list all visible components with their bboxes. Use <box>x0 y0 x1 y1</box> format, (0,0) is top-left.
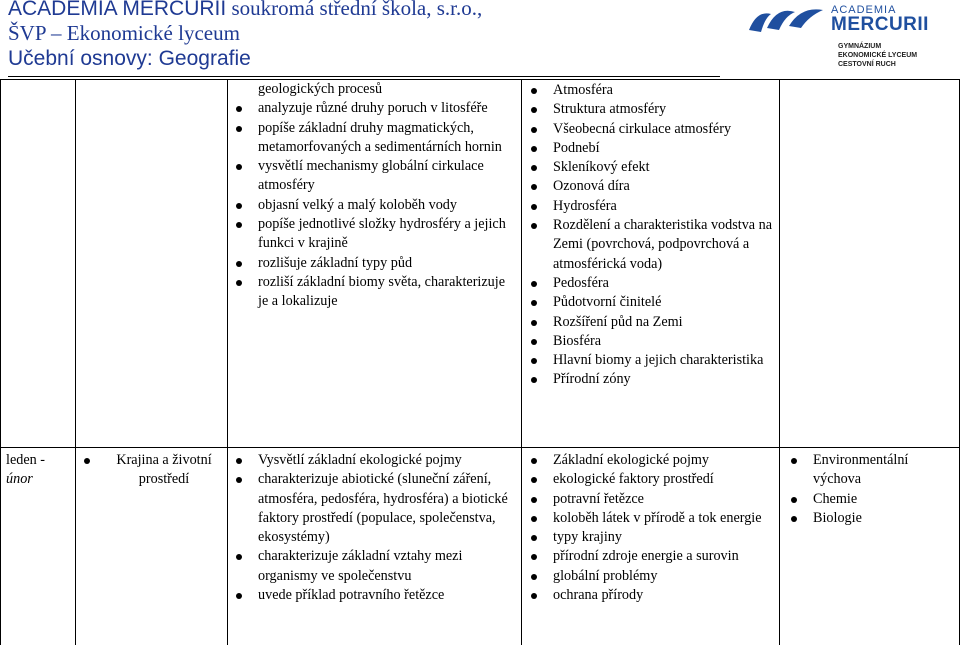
outcome-continuation: geologických procesů <box>258 81 383 97</box>
list-item: charakterizuje abiotické (sluneční záření, atmosféra, pedosféra, hydrosféra) a biotické faktory prostředí (populace, společenstva, ekosystémy) <box>234 470 518 547</box>
list-item: Environmentální výchova <box>789 451 955 490</box>
row1-curriculum-list <box>529 81 777 390</box>
list-item: charakterizuje základní vztahy mezi organismy ve společenstvu <box>234 547 518 586</box>
list-item: popíše základní druhy magmatických, metamorfovaných a sedimentárních hornin <box>234 119 518 158</box>
list-item: koloběh látek v přírodě a tok energie <box>529 509 777 528</box>
list-item: uvede příklad potravního řetězce <box>234 586 518 605</box>
list-item: Přírodní zóny <box>529 370 777 389</box>
list-item: Základní ekologické pojmy <box>529 451 777 470</box>
list-item: Ozonová díra <box>529 177 777 196</box>
row2-month-cell <box>6 451 72 489</box>
list-item: typy krajiny <box>529 528 777 547</box>
row2-curriculum-list <box>529 451 777 605</box>
row1-curriculum-cell <box>529 81 777 390</box>
list-item: Biosféra <box>529 332 777 351</box>
row2-theme-cell <box>82 451 222 490</box>
list-item: vysvětlí mechanismy globální cirkulace atmosféry <box>234 157 518 196</box>
col-border-3 <box>521 79 522 645</box>
list-item: ekologické faktory prostředí <box>529 470 777 489</box>
col-border-1 <box>75 79 76 645</box>
row1-outcomes-list <box>234 99 518 311</box>
list-item: rozliší základní biomy světa, charakterizuje je a lokalizuje <box>234 273 518 312</box>
row2-cross-topics-list <box>789 451 955 528</box>
list-item: rozlišuje základní typy půd <box>234 254 518 273</box>
logo-small-text: ACADEMIA <box>831 4 897 16</box>
list-item: Rozšíření půd na Zemi <box>529 313 777 332</box>
list-item: přírodní zdroje energie a surovin <box>529 547 777 566</box>
list-item: objasní velký a malý koloběh vody <box>234 196 518 215</box>
col-border-2 <box>227 79 228 645</box>
col-border-4 <box>779 79 780 645</box>
logo-sub-1: GYMNÁZIUM <box>838 43 882 50</box>
logo-big-text: MERCURII <box>831 14 929 35</box>
document-header <box>8 0 482 71</box>
list-item: Atmosféra <box>529 81 777 100</box>
row2-outcomes-list <box>234 451 518 605</box>
list-item: ochrana přírody <box>529 586 777 605</box>
school-logo <box>745 0 960 80</box>
logo-sub-3: CESTOVNÍ RUCH <box>838 61 896 68</box>
row-divider <box>0 447 960 448</box>
list-item: Hlavní biomy a jejich charakteristika <box>529 351 777 370</box>
list-item: Chemie <box>789 490 955 509</box>
list-item: Podnebí <box>529 139 777 158</box>
list-item: Všeobecná cirkulace atmosféry <box>529 120 777 139</box>
list-item: potravní řetězce <box>529 490 777 509</box>
row1-outcomes-cell <box>234 80 518 312</box>
list-item: Vysvětlí základní ekologické pojmy <box>234 451 518 470</box>
row2-outcomes-cell <box>234 451 518 605</box>
logo-subtitle <box>838 42 917 69</box>
list-item: Struktura atmosféry <box>529 100 777 119</box>
theme-title: Krajina a životní prostředí <box>82 451 222 490</box>
header-school-type: soukromá střední škola, s.r.o., <box>226 0 483 20</box>
month-range-start: leden - <box>6 452 45 468</box>
list-item: Biologie <box>789 509 955 528</box>
list-item: Půdotvorní činitelé <box>529 293 777 312</box>
logo-sub-2: EKONOMICKÉ LYCEUM <box>838 52 918 59</box>
header-school-name: ACADEMIA MERCURII <box>8 0 227 20</box>
row2-cross-topics-cell <box>789 451 955 528</box>
header-program: ŠVP – Ekonomické lyceum <box>8 21 240 45</box>
header-underline <box>8 76 720 77</box>
list-item: globální problémy <box>529 567 777 586</box>
col-border-0 <box>0 79 1 645</box>
month-range-end: únor <box>6 471 33 487</box>
list-item: Hydrosféra <box>529 197 777 216</box>
row2-curriculum-cell <box>529 451 777 605</box>
list-item: Skleníkový efekt <box>529 158 777 177</box>
list-item: Pedosféra <box>529 274 777 293</box>
list-item: Rozdělení a charakteristika vodstva na Zemi (povrchová, podpovrchová a atmosférická voda) <box>529 216 777 274</box>
list-item: popíše jednotlivé složky hydrosféry a jejich funkci v krajině <box>234 215 518 254</box>
header-line-school <box>8 0 482 21</box>
header-syllabus: Učební osnovy: Geografie <box>8 47 251 70</box>
logo-wing-icon <box>745 4 831 40</box>
list-item: analyzuje různé druhy poruch v litosféře <box>234 99 518 118</box>
row2-theme-list <box>82 451 222 490</box>
